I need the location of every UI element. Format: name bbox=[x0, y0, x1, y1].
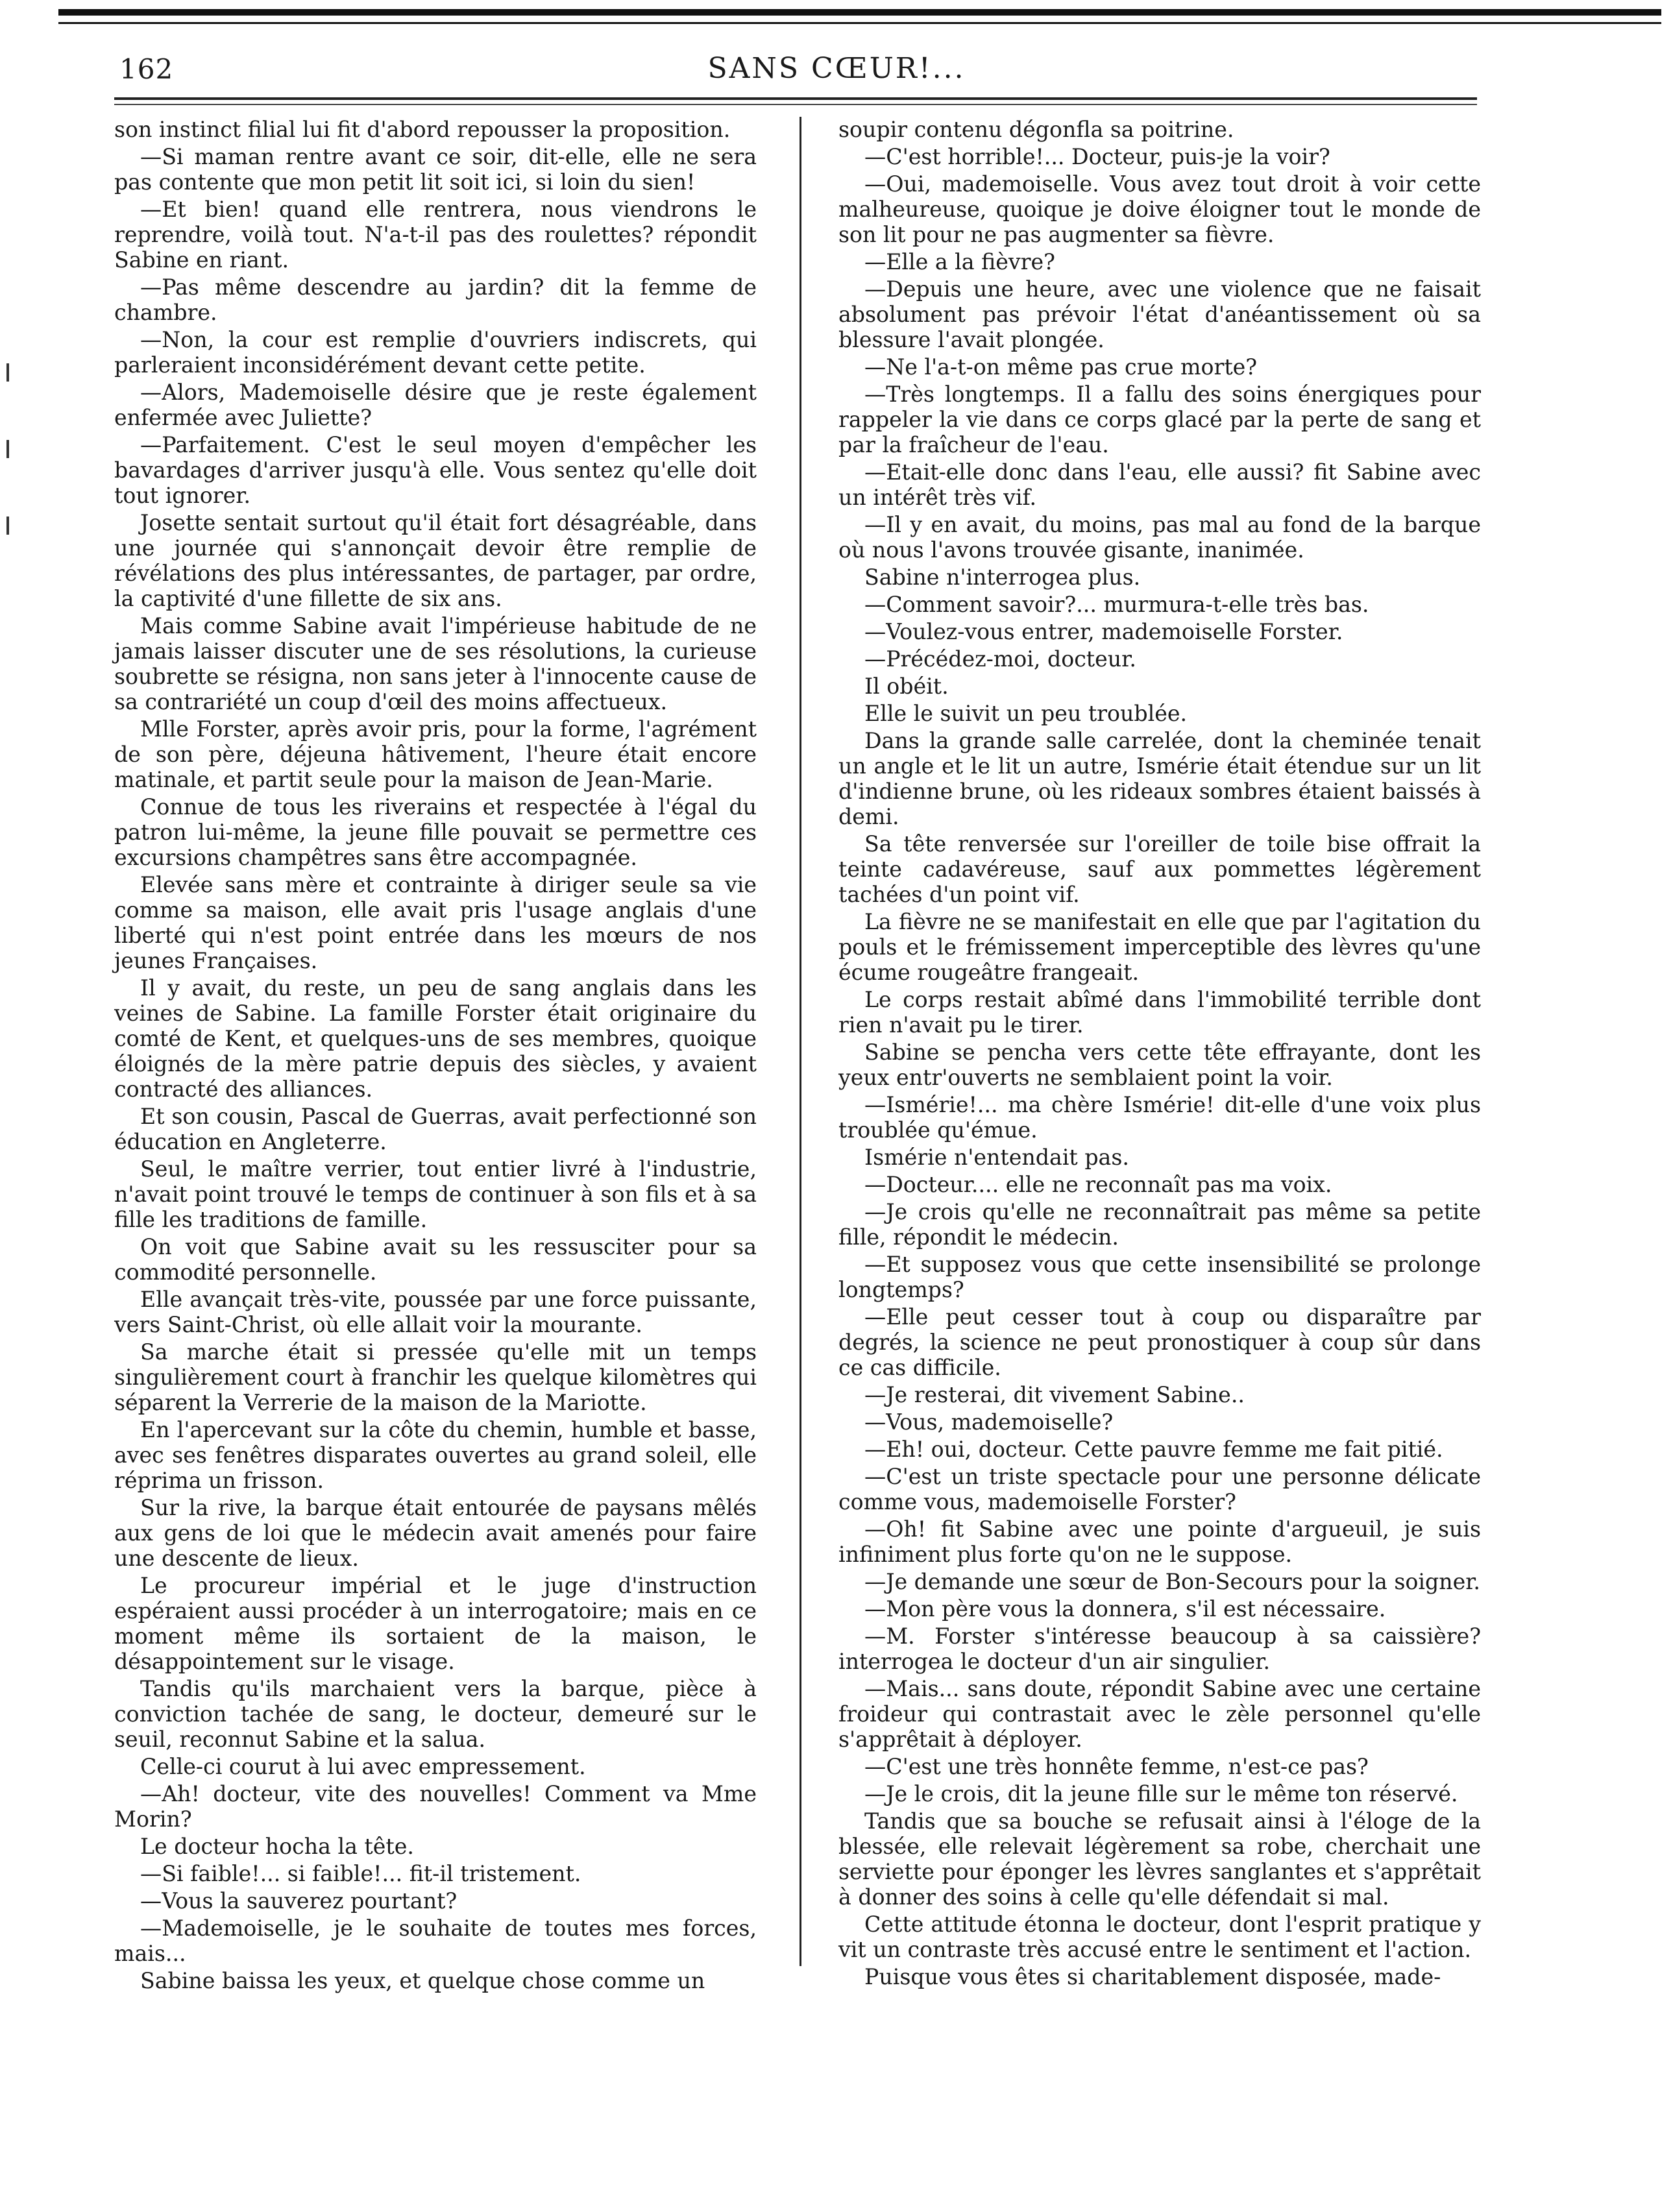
paragraph: —Vous, mademoiselle? bbox=[864, 1409, 1114, 1435]
paragraph: —Je le crois, dit la jeune fille sur le même ton réservé. bbox=[864, 1781, 1458, 1806]
paragraph: —Mais... sans doute, répondit Sabine avec une certaine froideur qui contrastait avec le zèle personnel qu'elle s'apprêtait à déployer. bbox=[838, 1676, 1481, 1752]
column-divider bbox=[800, 117, 801, 1966]
top-border-thin-rule bbox=[58, 22, 1661, 24]
paragraph: Dans la grande salle carrelée, dont la cheminée tenait un angle et le lit un autre, Ismérie était étendue sur un lit d'indienne brune, où les rideaux sombres étaient baissés à demi. bbox=[838, 728, 1481, 829]
margin-mark bbox=[6, 440, 9, 458]
paragraph: —Elle a la fièvre? bbox=[864, 249, 1055, 274]
paragraph: —Si faible!... si faible!... fit-il tristement. bbox=[140, 1861, 581, 1886]
paragraph: —C'est un triste spectacle pour une personne délicate comme vous, mademoiselle Forster? bbox=[838, 1464, 1481, 1514]
top-border-rule bbox=[58, 9, 1661, 16]
margin-mark bbox=[6, 363, 9, 382]
paragraph: Sa tête renversée sur l'oreiller de toile bise offrait la teinte cadavéreuse, sauf aux pommettes légèrement tachées d'un point vif. bbox=[838, 831, 1481, 907]
paragraph: Elevée sans mère et contrainte à diriger seule sa vie comme sa maison, elle avait pris l'usage anglais d'une liberté qui n'est point entrée dans les mœurs de nos jeunes Françaises. bbox=[114, 872, 757, 973]
left-column bbox=[114, 117, 757, 1995]
paragraph: Josette sentait surtout qu'il était fort désagréable, dans une journée qui s'annonçait devoir être remplie de révélations des plus intéressantes, de partager, par ordre, la captivité d'une fillette de six ans. bbox=[114, 510, 757, 611]
paragraph: En l'apercevant sur la côte du chemin, humble et basse, avec ses fenêtres disparates ouvertes au grand soleil, elle réprima un frisson. bbox=[114, 1417, 757, 1493]
paragraph: Tandis que sa bouche se refusait ainsi à l'éloge de la blessée, elle relevait légèrement sa robe, cherchait une serviette pour éponger les lèvres sanglantes et s'apprêtait à donner des soins à celle qu'elle défendait si mal. bbox=[838, 1808, 1481, 1910]
paragraph: —Ah! docteur, vite des nouvelles! Comment va Mme Morin? bbox=[114, 1781, 757, 1832]
paragraph: —Je demande une sœur de Bon-Secours pour la soigner. bbox=[864, 1569, 1480, 1594]
margin-mark bbox=[6, 517, 9, 535]
paragraph: —Parfaitement. C'est le seul moyen d'empêcher les bavardages d'arriver jusqu'à elle. Vous sentez qu'elle doit tout ignorer. bbox=[114, 432, 757, 508]
paragraph: —Très longtemps. Il a fallu des soins énergiques pour rappeler la vie dans ce corps glacé par la perte de sang et par la fraîcheur de l'eau. bbox=[838, 382, 1481, 457]
paragraph: —Je crois qu'elle ne reconnaîtrait pas même sa petite fille, répondit le médecin. bbox=[838, 1199, 1481, 1250]
paragraph: Sa marche était si pressée qu'elle mit un temps singulièrement court à franchir les quelque kilomètres qui séparent la Verrerie de la maison de la Mariotte. bbox=[114, 1339, 757, 1415]
header-rule bbox=[114, 97, 1477, 100]
paragraph: —Comment savoir?... murmura-t-elle très bas. bbox=[864, 592, 1369, 617]
paragraph: Il obéit. bbox=[864, 674, 949, 699]
paragraph: Mlle Forster, après avoir pris, pour la forme, l'agrément de son père, déjeuna hâtivement, l'heure était encore matinale, et partit seule pour la maison de Jean-Marie. bbox=[114, 716, 757, 792]
paragraph: —Alors, Mademoiselle désire que je reste également enfermée avec Juliette? bbox=[114, 380, 757, 430]
paragraph: —Docteur.... elle ne reconnaît pas ma voix. bbox=[864, 1172, 1332, 1197]
paragraph: On voit que Sabine avait su les ressusciter pour sa commodité personnelle. bbox=[114, 1234, 757, 1285]
page-number: 162 bbox=[119, 53, 174, 85]
paragraph: —Voulez-vous entrer, mademoiselle Forster. bbox=[864, 619, 1343, 644]
paragraph: —Et supposez vous que cette insensibilité se prolonge longtemps? bbox=[838, 1252, 1481, 1302]
header-rule-thin bbox=[114, 104, 1477, 105]
paragraph: Le corps restait abîmé dans l'immobilité terrible dont rien n'avait pu le tirer. bbox=[838, 987, 1481, 1038]
paragraph: —Oh! fit Sabine avec une pointe d'argueuil, je suis infiniment plus forte qu'on ne le suppose. bbox=[838, 1516, 1481, 1567]
paragraph: —C'est horrible!... Docteur, puis-je la voir? bbox=[864, 144, 1330, 169]
paragraph: —Si maman rentre avant ce soir, dit-elle, elle ne sera pas contente que mon petit lit soit ici, si loin du sien! bbox=[114, 144, 757, 195]
paragraph: —Depuis une heure, avec une violence que ne faisait absolument pas prévoir l'état d'anéantissement où sa blessure l'avait plongée. bbox=[838, 276, 1481, 352]
paragraph: Celle-ci courut à lui avec empressement. bbox=[140, 1754, 586, 1779]
paragraph: Il y avait, du reste, un peu de sang anglais dans les veines de Sabine. La famille Forster était originaire du comté de Kent, et quelques-uns de ses membres, quoique éloignés de la mère patrie depuis des siècles, y avaient contracté des alliances. bbox=[114, 975, 757, 1102]
paragraph: —Je resterai, dit vivement Sabine.. bbox=[864, 1382, 1245, 1407]
paragraph: Le docteur hocha la tête. bbox=[140, 1834, 414, 1859]
right-column bbox=[838, 117, 1481, 1991]
paragraph: —Oui, mademoiselle. Vous avez tout droit à voir cette malheureuse, quoique je doive éloigner tout le monde de son lit pour ne pas augmenter sa fièvre. bbox=[838, 171, 1481, 247]
paragraph: —Et bien! quand elle rentrera, nous viendrons le reprendre, voilà tout. N'a-t-il pas des roulettes? répondit Sabine en riant. bbox=[114, 197, 757, 273]
paragraph: Sabine n'interrogea plus. bbox=[864, 565, 1141, 590]
paragraph: Connue de tous les riverains et respectée à l'égal du patron lui-même, la jeune fille pouvait se permettre ces excursions champêtres sans être accompagnée. bbox=[114, 794, 757, 870]
paragraph: son instinct filial lui fit d'abord repousser la proposition. bbox=[114, 117, 731, 142]
paragraph: —Eh! oui, docteur. Cette pauvre femme me fait pitié. bbox=[864, 1437, 1443, 1462]
paragraph: Mais comme Sabine avait l'impérieuse habitude de ne jamais laisser discuter une de ses résolutions, la curieuse soubrette se résigna, non sans jeter à l'innocente cause de sa contrariété un coup d'œil des moins affectueux. bbox=[114, 613, 757, 714]
paragraph: —Mon père vous la donnera, s'il est nécessaire. bbox=[864, 1596, 1386, 1622]
paragraph: —Ne l'a-t-on même pas crue morte? bbox=[864, 354, 1258, 380]
paragraph: La fièvre ne se manifestait en elle que par l'agitation du pouls et le frémissement imperceptible des lèvres qu'une écume rougeâtre frangeait. bbox=[838, 909, 1481, 985]
paragraph: —Précédez-moi, docteur. bbox=[864, 646, 1136, 672]
paragraph: soupir contenu dégonfla sa poitrine. bbox=[838, 117, 1234, 142]
paragraph: —Non, la cour est remplie d'ouvriers indiscrets, qui parleraient inconsidérément devant cette petite. bbox=[114, 327, 757, 378]
paragraph: Sabine baissa les yeux, et quelque chose comme un bbox=[140, 1968, 705, 1993]
paragraph: Cette attitude étonna le docteur, dont l'esprit pratique y vit un contraste très accusé entre le sentiment et l'action. bbox=[838, 1912, 1481, 1962]
paragraph: Seul, le maître verrier, tout entier livré à l'industrie, n'avait point trouvé le temps de continuer à son fils et à sa fille les traditions de famille. bbox=[114, 1156, 757, 1232]
paragraph: Elle avançait très-vite, poussée par une force puissante, vers Saint-Christ, où elle allait voir la mourante. bbox=[114, 1287, 757, 1337]
paragraph: —Elle peut cesser tout à coup ou disparaître par degrés, la science ne peut pronostiquer à coup sûr dans ce cas difficile. bbox=[838, 1304, 1481, 1380]
paragraph: Puisque vous êtes si charitablement disposée, made- bbox=[864, 1964, 1441, 1989]
paragraph: Tandis qu'ils marchaient vers la barque, pièce à conviction tachée de sang, le docteur, demeuré sur le seuil, reconnut Sabine et la salua. bbox=[114, 1676, 757, 1752]
paragraph: Le procureur impérial et le juge d'instruction espéraient aussi procéder à un interrogatoire; mais en ce moment même ils sortaient de la maison, le désappointement sur le visage. bbox=[114, 1573, 757, 1674]
paragraph: —Vous la sauverez pourtant? bbox=[140, 1888, 458, 1914]
paragraph: —Il y en avait, du moins, pas mal au fond de la barque où nous l'avons trouvée gisante, inanimée. bbox=[838, 512, 1481, 563]
paragraph: Sur la rive, la barque était entourée de paysans mêlés aux gens de loi que le médecin avait amenés pour faire une descente de lieux. bbox=[114, 1495, 757, 1571]
paragraph: Elle le suivit un peu troublée. bbox=[864, 701, 1188, 726]
paragraph: —C'est une très honnête femme, n'est-ce pas? bbox=[864, 1754, 1369, 1779]
margin-marks bbox=[6, 363, 19, 593]
paragraph: Sabine se pencha vers cette tête effrayante, dont les yeux entr'ouverts ne semblaient point la voir. bbox=[838, 1039, 1481, 1090]
paragraph: —Mademoiselle, je le souhaite de toutes mes forces, mais... bbox=[114, 1915, 757, 1966]
paragraph: Et son cousin, Pascal de Guerras, avait perfectionné son éducation en Angleterre. bbox=[114, 1104, 757, 1154]
paragraph: Ismérie n'entendait pas. bbox=[864, 1145, 1129, 1170]
paragraph: —Pas même descendre au jardin? dit la femme de chambre. bbox=[114, 274, 757, 325]
running-title: SANS CŒUR!... bbox=[707, 52, 966, 85]
paragraph: —Etait-elle donc dans l'eau, elle aussi? fit Sabine avec un intérêt très vif. bbox=[838, 459, 1481, 510]
paragraph: —M. Forster s'intéresse beaucoup à sa caissière? interrogea le docteur d'un air singulier. bbox=[838, 1623, 1481, 1674]
paragraph: —Ismérie!... ma chère Ismérie! dit-elle d'une voix plus troublée qu'émue. bbox=[838, 1092, 1481, 1143]
